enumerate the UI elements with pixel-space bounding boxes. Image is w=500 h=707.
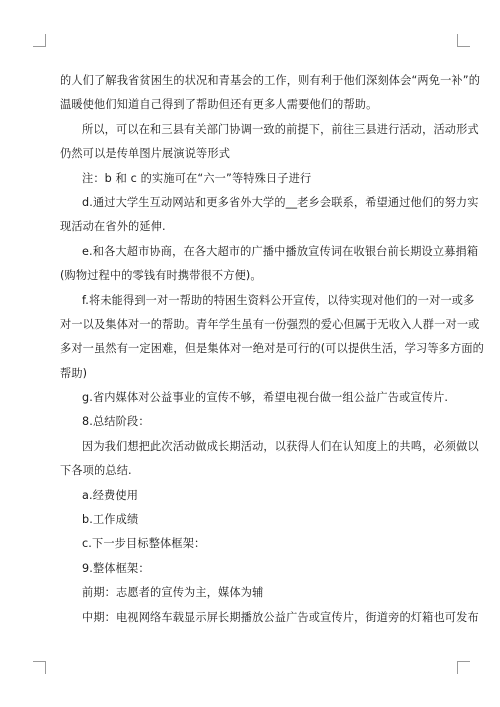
text-line: 多对一虽然有一定困难，但是集体对一绝对是可行的(可以提供生活，学习等多方面的 [60, 342, 485, 356]
text-line: g.省内媒体对公益事业的宣传不够，希望电视台做一组公益广告或宣传片. [82, 391, 449, 405]
text-line: d.通过大学生互动网站和更多省外大学的__老乡会联系，希望通过他们的努力实 [82, 195, 479, 209]
crop-mark-bottom-left [33, 661, 46, 674]
text-line: 对一以及集体对一的帮助。青年学生虽有一份强烈的爱心但属于无收入人群一对一或 [60, 317, 480, 331]
text-line: 现活动在省外的延伸. [60, 220, 166, 234]
text-line: c.下一步目标整体框架： [82, 537, 206, 551]
text-line: 下各项的总结. [60, 464, 132, 478]
crop-mark-top-right [457, 34, 470, 47]
text-line: 中期：电视网络车载显示屏长期播放公益广告或宣传片，街道旁的灯箱也可发布 [82, 610, 479, 624]
text-line: 温暖使他们知道自己得到了帮助但还有更多人需要他们的帮助。 [60, 98, 378, 112]
text-line: f.将未能得到一对一帮助的特困生资料公开宣传，以待实现对他们的一对一或多 [82, 293, 475, 307]
text-line: 8.总结阶段： [82, 415, 150, 429]
text-line: 的人们了解我省贫困生的状况和青基会的工作，则有利于他们深刻体会“两免一补”的 [60, 74, 481, 87]
text-line: 注：b 和 c 的实施可在“六一”等特殊日子进行 [82, 171, 312, 185]
crop-mark-bottom-right [457, 661, 470, 674]
text-line: 因为我们想把此次活动做成长期活动，以获得人们在认知度上的共鸣，必须做以 [82, 439, 479, 453]
text-line: 前期：志愿者的宣传为主，媒体为辅 [82, 586, 264, 600]
text-line: e.和各大超市协商，在各大超市的广播中播放宣传词在收银台前长期设立募捐箱 [82, 244, 479, 258]
text-line: a.经费使用 [82, 488, 139, 502]
text-line: 仍然可以是传单图片展演说等形式 [60, 147, 231, 161]
crop-mark-top-left [33, 34, 46, 47]
text-line: 帮助) [60, 366, 88, 380]
text-line: 9.整体框架： [82, 561, 150, 575]
text-line: (购物过程中的零钱有时携带很不方便)。 [60, 269, 262, 283]
text-line: 所以，可以在和三县有关部门协调一致的前提下，前往三县进行活动，活动形式 [82, 122, 479, 136]
document-body [60, 69, 485, 630]
text-line: b.工作成绩 [82, 513, 139, 527]
